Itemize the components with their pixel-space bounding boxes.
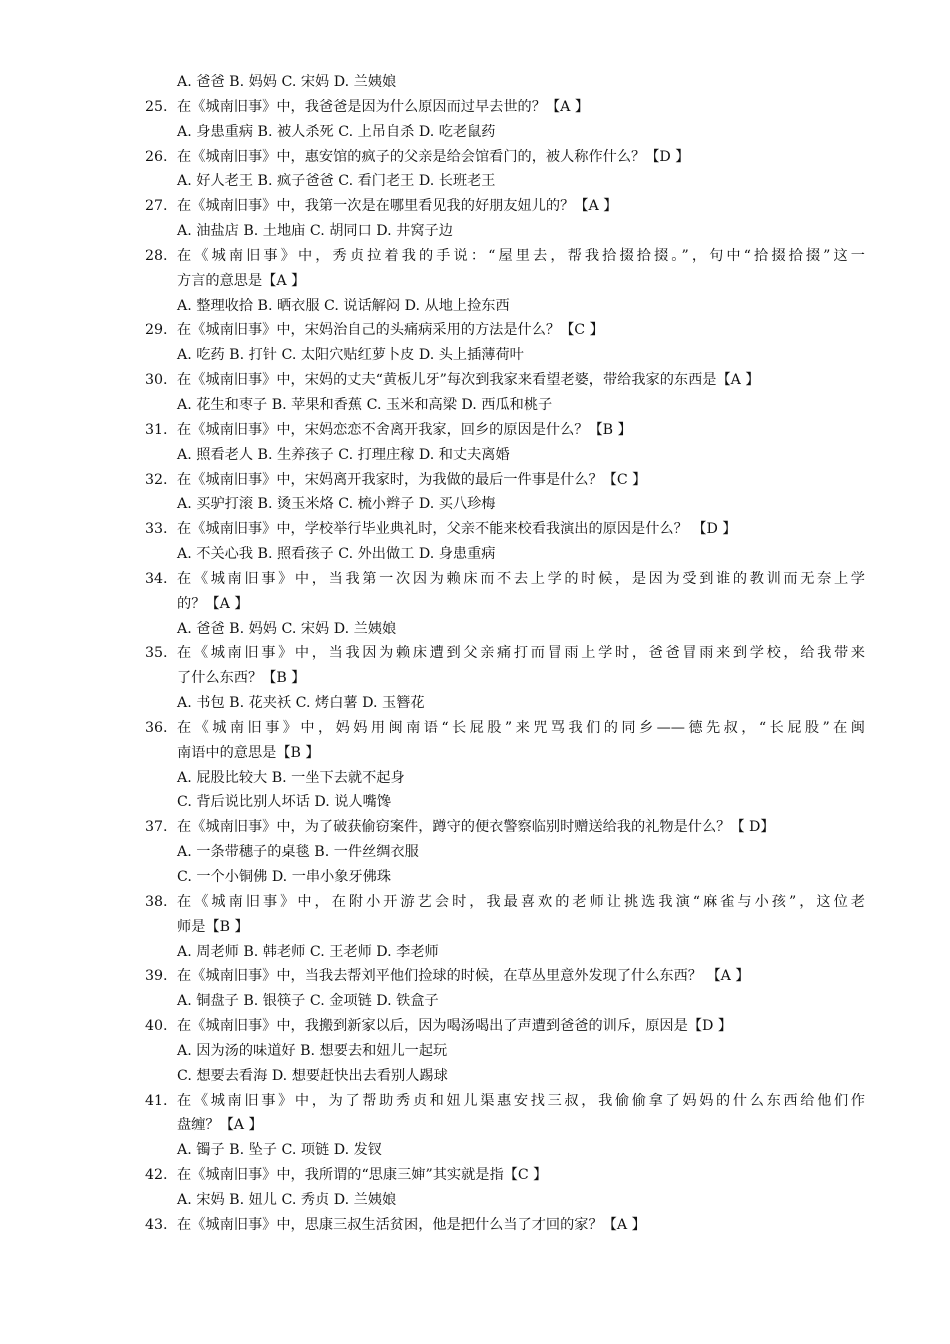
question-text: 在《城南旧事》中，妈妈用闽南语“长屁股”来咒骂我们的同乡——德先叔，“长屁股”在闽	[177, 719, 865, 736]
question-number: 37.	[145, 819, 168, 836]
question-line	[145, 368, 865, 393]
question-line	[145, 1163, 865, 1188]
options-line	[145, 70, 865, 95]
options-line	[145, 219, 865, 244]
answer-options: A. 整理收拾 B. 晒衣服 C. 说话解闷 D. 从地上捡东西	[177, 297, 510, 314]
question-number: 34.	[145, 570, 168, 587]
question-number: 41.	[145, 1092, 168, 1109]
question-text: 师是【B 】	[177, 918, 249, 935]
question-line	[145, 641, 865, 666]
question-text: 在《城南旧事》中，我所谓的“思康三婶”其实就是指【C 】	[177, 1167, 548, 1184]
options-line	[145, 120, 865, 145]
options-line	[145, 542, 865, 567]
question-list	[145, 70, 865, 1238]
question-line	[145, 592, 865, 617]
question-text: 了什么东西？【B 】	[177, 670, 306, 687]
question-text: 在《城南旧事》中，思康三叔生活贫困，他是把什么当了才回的家？【A 】	[177, 1216, 646, 1233]
question-number: 28.	[145, 247, 168, 264]
options-line	[145, 1188, 865, 1213]
answer-options: A. 镯子 B. 坠子 C. 项链 D. 发钗	[177, 1142, 382, 1159]
question-line	[145, 1213, 865, 1238]
question-text: 在《城南旧事》中，为了破获偷窃案件，蹲守的便衣警察临别时赠送给我的礼物是什么？【 D】	[177, 819, 775, 836]
options-line	[145, 790, 865, 815]
question-text: 在《城南旧事》中，我爸爸是因为什么原因而过早去世的？【A 】	[177, 98, 590, 115]
answer-options: A. 周老师 B. 韩老师 C. 王老师 D. 李老师	[177, 943, 439, 960]
options-line	[145, 343, 865, 368]
question-number: 43.	[145, 1216, 168, 1233]
answer-options: A. 屁股比较大 B. 一坐下去就不起身	[177, 769, 405, 786]
options-line	[145, 940, 865, 965]
question-number: 26.	[145, 148, 168, 165]
question-line	[145, 95, 865, 120]
question-text: 在《城南旧事》中，在附小开游艺会时，我最喜欢的老师让挑选我演“麻雀与小孩”，这位老	[177, 893, 865, 910]
question-line	[145, 716, 865, 741]
question-number: 36.	[145, 719, 168, 736]
question-number: 27.	[145, 198, 168, 215]
answer-options: A. 宋妈 B. 妞儿 C. 秀贞 D. 兰姨娘	[177, 1191, 397, 1208]
answer-options: A. 一条带穗子的桌毯 B. 一件丝绸衣服	[177, 844, 419, 861]
question-line	[145, 318, 865, 343]
question-text: 在《城南旧事》中，为了帮助秀贞和妞儿渠惠安找三叔，我偷偷拿了妈妈的什么东西给他们作	[177, 1092, 865, 1109]
question-line	[145, 194, 865, 219]
answer-options: A. 爸爸 B. 妈妈 C. 宋妈 D. 兰姨娘	[177, 74, 397, 90]
answer-options: A. 吃药 B. 打针 C. 太阳穴贴红萝卜皮 D. 头上插薄荷叶	[177, 347, 524, 364]
question-text: 在《城南旧事》中，当我去帮刘平他们捡球的时候，在草丛里意外发现了什么东西？ 【A 】	[177, 968, 750, 985]
question-line	[145, 468, 865, 493]
question-number: 29.	[145, 322, 168, 339]
question-line	[145, 1014, 865, 1039]
question-number: 38.	[145, 893, 168, 910]
options-line	[145, 840, 865, 865]
answer-options: A. 油盐店 B. 土地庙 C. 胡同口 D. 井窝子边	[177, 223, 453, 240]
question-text: 盘缠？【A 】	[177, 1117, 263, 1134]
question-text: 在《城南旧事》中，当我因为赖床遭到父亲痛打而冒雨上学时，爸爸冒雨来到学校，给我带来	[177, 645, 865, 662]
options-line	[145, 617, 865, 642]
question-number: 39.	[145, 968, 168, 985]
question-number: 31.	[145, 421, 168, 438]
question-line	[145, 145, 865, 170]
question-line	[145, 269, 865, 294]
options-line	[145, 691, 865, 716]
question-text: 方言的意思是【A 】	[177, 272, 306, 289]
question-line	[145, 890, 865, 915]
question-line	[145, 567, 865, 592]
question-line	[145, 1113, 865, 1138]
answer-options: A. 不关心我 B. 照看孩子 C. 外出做工 D. 身患重病	[177, 546, 496, 563]
question-line	[145, 741, 865, 766]
answer-options: A. 爸爸 B. 妈妈 C. 宋妈 D. 兰姨娘	[177, 620, 397, 637]
question-text: 南语中的意思是【B 】	[177, 744, 320, 761]
question-number: 33.	[145, 521, 168, 538]
answer-options: C. 想要去看海 D. 想要赶快出去看别人踢球	[177, 1067, 448, 1084]
options-line	[145, 294, 865, 319]
question-text: 在《城南旧事》中，我搬到新家以后，因为喝汤喝出了声遭到爸爸的训斥，原因是【D 】	[177, 1018, 733, 1035]
question-line	[145, 915, 865, 940]
answer-options: A. 书包 B. 花夹袄 C. 烤白薯 D. 玉簪花	[177, 695, 425, 712]
question-number: 42.	[145, 1167, 168, 1184]
answer-options: A. 买驴打滚 B. 烫玉米烙 C. 梳小辫子 D. 买八珍梅	[177, 496, 496, 513]
answer-options: A. 花生和枣子 B. 苹果和香蕉 C. 玉米和高梁 D. 西瓜和桃子	[177, 396, 553, 413]
question-text: 在《城南旧事》中，学校举行毕业典礼时，父亲不能来校看我演出的原因是什么？ 【D 】	[177, 521, 737, 538]
options-line	[145, 1064, 865, 1089]
options-line	[145, 1039, 865, 1064]
question-text: 在《城南旧事》中，宋妈恋恋不舍离开我家，回乡的原因是什么？【B 】	[177, 421, 632, 438]
options-line	[145, 989, 865, 1014]
question-text: 在《城南旧事》中，宋妈离开我家时，为我做的最后一件事是什么？【C 】	[177, 471, 647, 488]
question-line	[145, 666, 865, 691]
options-line	[145, 1138, 865, 1163]
question-line	[145, 517, 865, 542]
question-line	[145, 1089, 865, 1114]
answer-options: A. 铜盘子 B. 银筷子 C. 金项链 D. 铁盒子	[177, 993, 439, 1010]
question-line	[145, 964, 865, 989]
question-number: 25.	[145, 98, 168, 115]
question-text: 在《城南旧事》中，宋妈的丈夫“黄板儿牙”每次到我家来看望老婆，带给我家的东西是【A 】	[177, 372, 760, 389]
question-line	[145, 244, 865, 269]
answer-options: A. 照看老人 B. 生养孩子 C. 打理庄稼 D. 和丈夫离婚	[177, 446, 510, 463]
question-line	[145, 418, 865, 443]
question-text: 在《城南旧事》中，惠安馆的疯子的父亲是给会馆看门的，被人称作什么？【D 】	[177, 148, 690, 165]
question-number: 35.	[145, 645, 168, 662]
question-number: 30.	[145, 372, 168, 389]
answer-options: C. 背后说比别人坏话 D. 说人嘴馋	[177, 794, 392, 811]
answer-options: A. 好人老王 B. 疯子爸爸 C. 看门老王 D. 长班老王	[177, 173, 496, 190]
answer-options: A. 因为汤的味道好 B. 想要去和妞儿一起玩	[177, 1042, 448, 1059]
question-text: 在《城南旧事》中，宋妈治自己的头痛病采用的方法是什么？【C 】	[177, 322, 604, 339]
question-text: 在《城南旧事》中，我第一次是在哪里看见我的好朋友妞儿的？【A 】	[177, 198, 618, 215]
question-line	[145, 815, 865, 840]
question-text: 在《城南旧事》中，当我第一次因为赖床而不去上学的时候，是因为受到谁的教训而无奈上学	[177, 570, 865, 587]
options-line	[145, 766, 865, 791]
question-number: 32.	[145, 471, 168, 488]
options-line	[145, 865, 865, 890]
answer-options: C. 一个小铜佛 D. 一串小象牙佛珠	[177, 869, 392, 885]
question-number: 40.	[145, 1018, 168, 1035]
options-line	[145, 492, 865, 517]
options-line	[145, 393, 865, 418]
question-text: 的？【A 】	[177, 595, 249, 612]
options-line	[145, 443, 865, 468]
options-line	[145, 169, 865, 194]
answer-options: A. 身患重病 B. 被人杀死 C. 上吊自杀 D. 吃老鼠药	[177, 123, 496, 140]
question-text: 在《城南旧事》中，秀贞拉着我的手说：“屋里去，帮我拾掇拾掇。”，句中“拾掇拾掇”这一	[177, 247, 865, 264]
